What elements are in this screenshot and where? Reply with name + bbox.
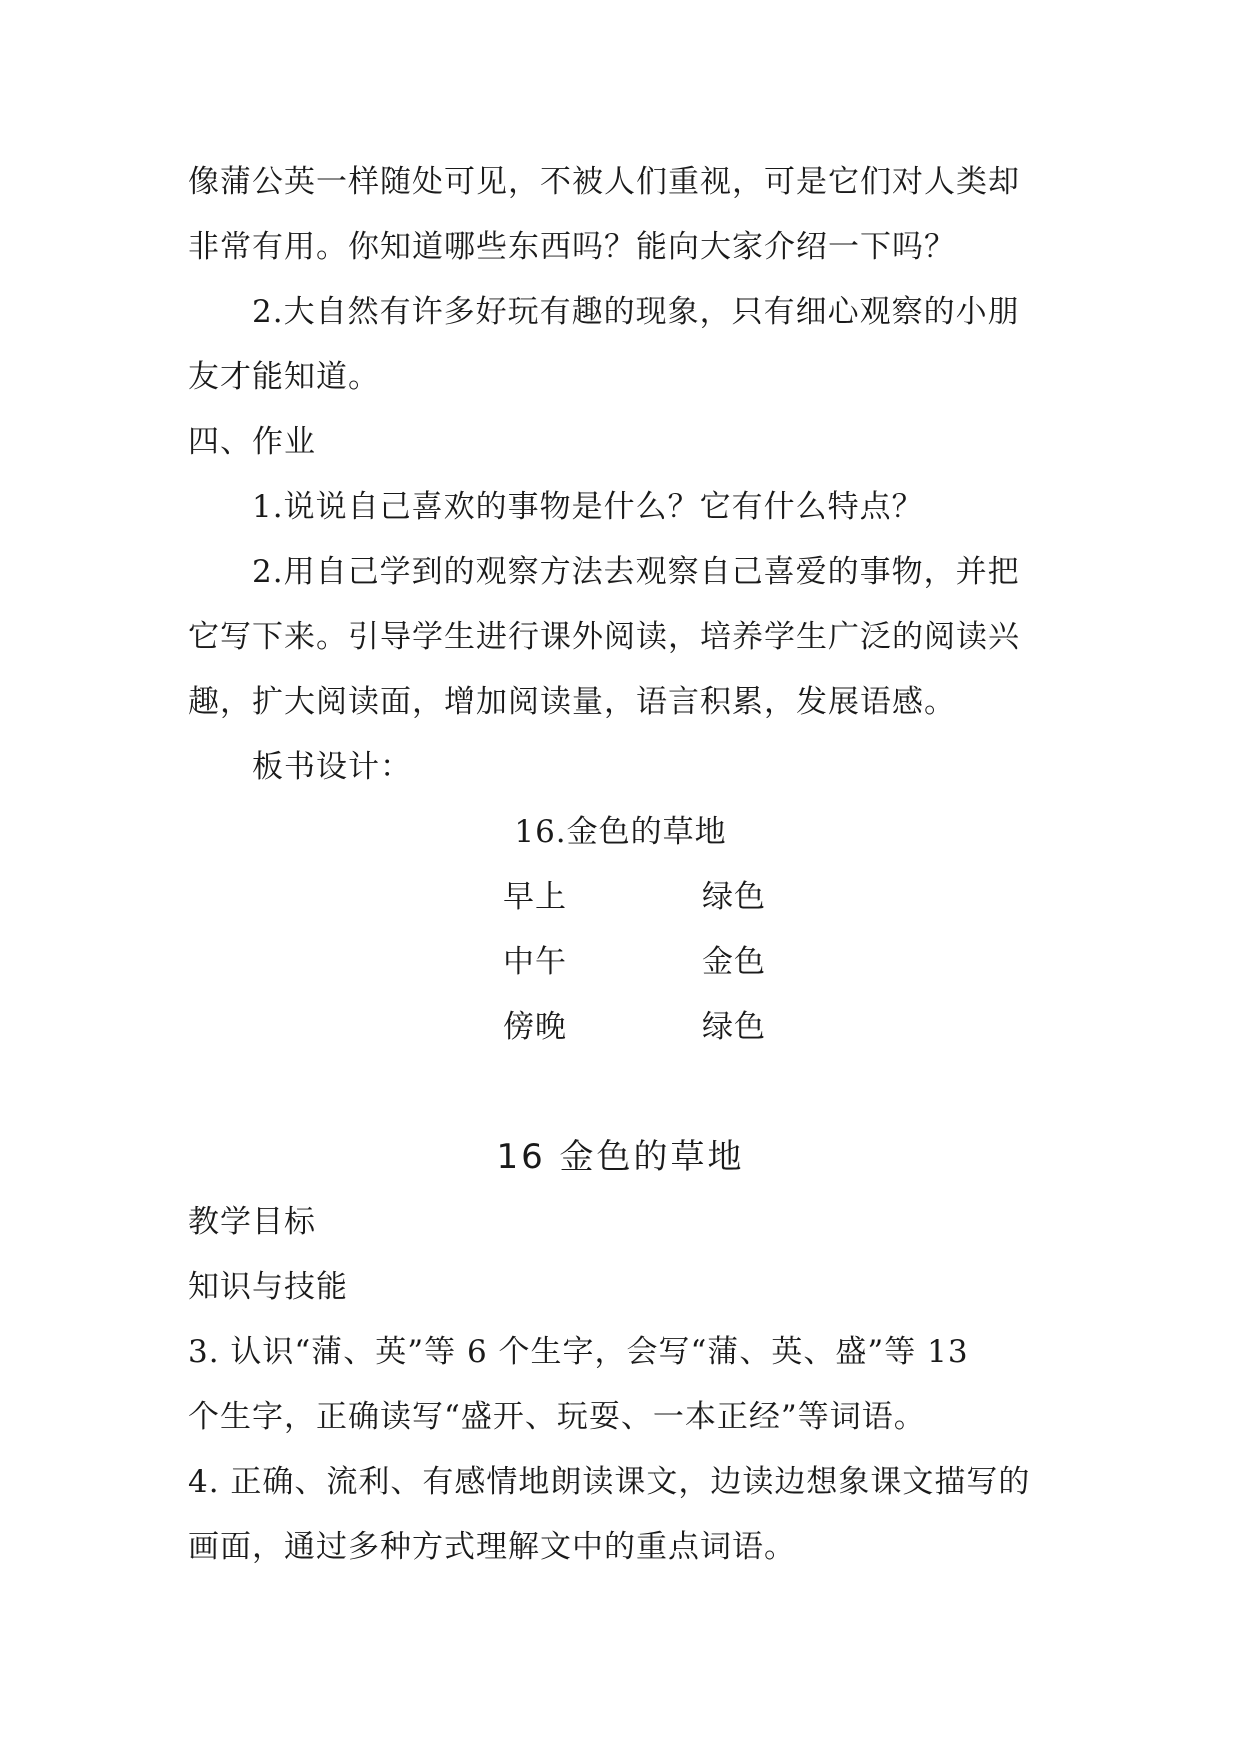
paragraph-line: 画面，通过多种方式理解文中的重点词语。	[188, 1529, 796, 1565]
board-row-time: 傍晚	[503, 1009, 567, 1045]
board-row-time: 早上	[503, 879, 567, 915]
homework-item-1: 1.说说自己喜欢的事物是什么？它有什么特点？	[252, 489, 924, 525]
knowledge-heading: 知识与技能	[188, 1269, 348, 1305]
paragraph-line: 友才能知道。	[188, 359, 380, 395]
board-row-color: 金色	[702, 944, 766, 980]
paragraph-line: 它写下来。引导学生进行课外阅读，培养学生广泛的阅读兴	[188, 619, 1020, 655]
board-design-label: 板书设计：	[252, 749, 412, 785]
board-row-color: 绿色	[702, 879, 766, 915]
board-row-color: 绿色	[702, 1009, 766, 1045]
paragraph-line: 非常有用。你知道哪些东西吗？能向大家介绍一下吗？	[188, 229, 956, 265]
lesson-title: 16 金色的草地	[496, 1137, 745, 1177]
board-title: 16.金色的草地	[514, 814, 727, 850]
board-row-time: 中午	[503, 944, 567, 980]
objectives-heading: 教学目标	[188, 1204, 316, 1240]
paragraph-line: 个生字，正确读写“盛开、玩耍、一本正经”等词语。	[188, 1399, 926, 1435]
paragraph-line: 趣，扩大阅读面，增加阅读量，语言积累，发展语感。	[188, 684, 956, 720]
objective-item-4: 4. 正确、流利、有感情地朗读课文，边读边想象课文描写的	[188, 1464, 1031, 1500]
section-heading-homework: 四、作业	[188, 424, 316, 460]
paragraph-line: 2.大自然有许多好玩有趣的现象，只有细心观察的小朋	[252, 294, 1020, 330]
homework-item-2: 2.用自己学到的观察方法去观察自己喜爱的事物，并把	[252, 554, 1020, 590]
paragraph-line: 像蒲公英一样随处可见，不被人们重视，可是它们对人类却	[188, 164, 1020, 200]
objective-item-3: 3. 认识“蒲、英”等 6 个生字，会写“蒲、英、盛”等 13	[188, 1334, 969, 1370]
